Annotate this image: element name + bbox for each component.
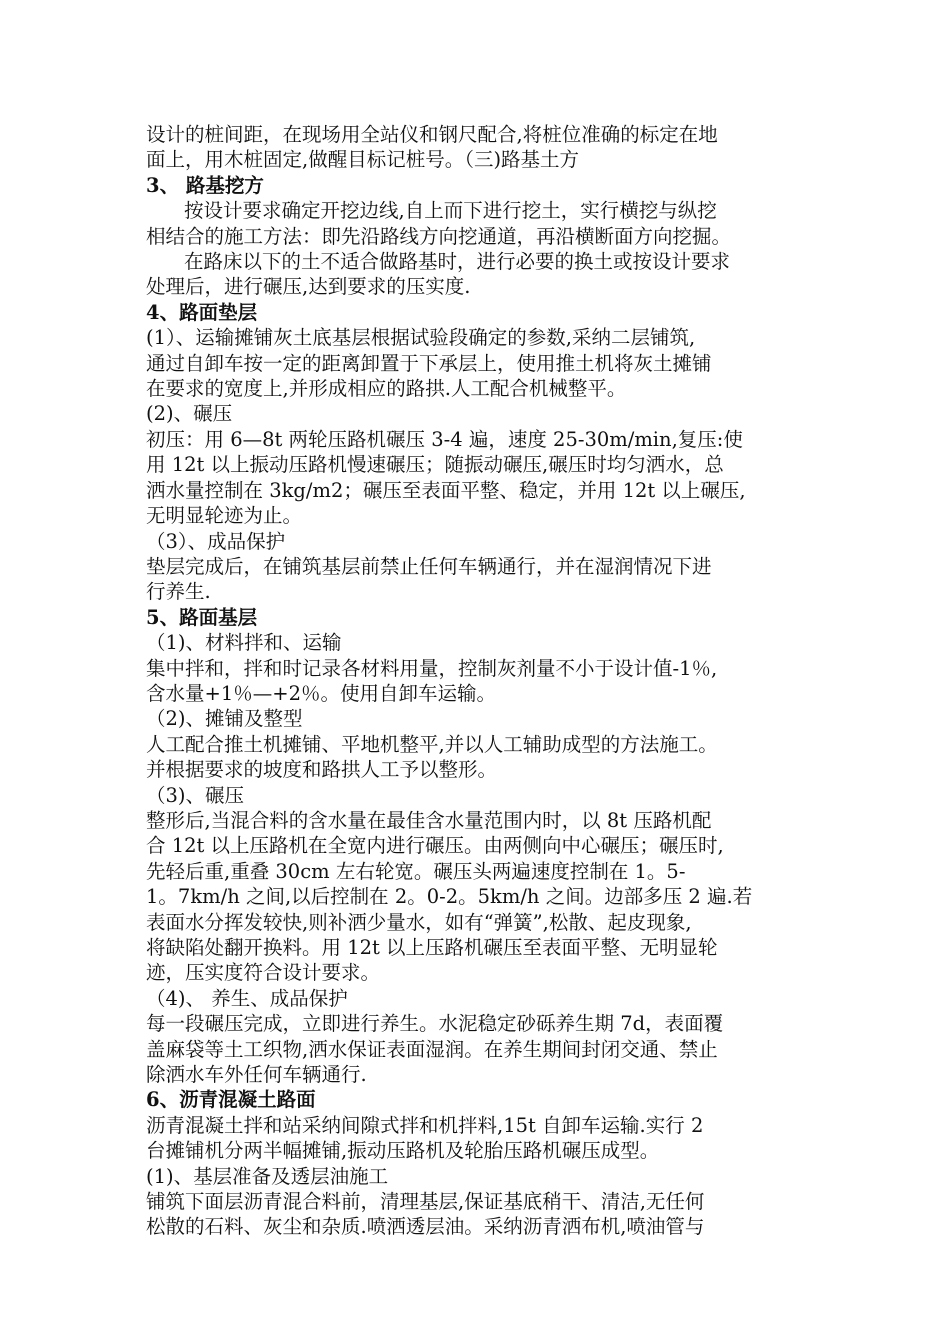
text-line: 面上，用木桩固定,做醒目标记桩号。（三)路基土方	[146, 148, 580, 172]
text-line: 先轻后重,重叠 30cm 左右轮宽。碾压头两遍速度控制在 1。5-	[146, 859, 686, 883]
text-line: （4)、 养生、成品保护	[146, 986, 348, 1010]
text-line: 按设计要求确定开挖边线,自上而下进行挖土，实行横挖与纵挖	[184, 199, 717, 223]
text-line: （3)、碾压	[146, 783, 245, 807]
text-line: 沥青混凝土拌和站采纳间隙式拌和机拌料,15t 自卸车运输.实行 2	[146, 1113, 704, 1137]
text-line: 垫层完成后，在铺筑基层前禁止任何车辆通行，并在湿润情况下进	[146, 554, 712, 578]
text-line: 并根据要求的坡度和路拱人工予以整形。	[146, 758, 498, 782]
text-line: 设计的桩间距，在现场用全站仪和钢尺配合,将桩位准确的标定在地	[146, 123, 718, 146]
text-line: (1）、运输摊铺灰土底基层根据试验段确定的参数,采纳二层铺筑,	[146, 326, 696, 350]
text-line: 行养生.	[146, 580, 211, 604]
text-line: 处理后，进行碾压,达到要求的压实度.	[146, 275, 471, 299]
text-line: (2)、碾压	[146, 402, 233, 426]
text-line: 表面水分挥发较快,则补洒少量水，如有“弹簧”,松散、起皮现象,	[146, 910, 692, 934]
text-line: （3）、成品保护	[146, 529, 286, 553]
text-line: 集中拌和，拌和时记录各材料用量，控制灰剂量不小于设计值-1％,	[146, 656, 718, 680]
section-heading: 3、 路基挖方	[146, 173, 264, 197]
text-line: 用 12t 以上振动压路机慢速碾压；随振动碾压,碾压时均匀洒水，总	[146, 453, 724, 477]
section-heading: 5、路面基层	[146, 605, 258, 629]
document-page	[146, 122, 814, 1240]
section-heading: 4、路面垫层	[146, 300, 258, 324]
text-line: 迹，压实度符合设计要求。	[146, 961, 381, 985]
text-line: 除洒水车外任何车辆通行.	[146, 1063, 367, 1087]
text-line: 台摊铺机分两半幅摊铺,振动压路机及轮胎压路机碾压成型。	[146, 1139, 660, 1163]
text-line: 合 12t 以上压路机在全宽内进行碾压。由两侧向中心碾压；碾压时,	[146, 834, 724, 858]
text-line: 人工配合推土机摊铺、平地机整平,并以人工辅助成型的方法施工。	[146, 732, 718, 756]
text-line: 1。7km/h 之间,以后控制在 2。0-2。5km/h 之间。边部多压 2 遍.若	[146, 885, 753, 909]
text-line: 初压：用 6—8t 两轮压路机碾压 3-4 遍，速度 25-30m/min,复压:使	[146, 427, 743, 451]
text-line: 相结合的施工方法：即先沿路线方向挖通道，再沿横断面方向挖掘。	[146, 224, 732, 248]
text-line: 每一段碾压完成，立即进行养生。水泥稳定砂砾养生期 7d，表面覆	[146, 1012, 724, 1036]
text-line: 在要求的宽度上,并形成相应的路拱.人工配合机械整平。	[146, 377, 627, 401]
text-line: 洒水量控制在 3kg/m2；碾压至表面平整、稳定，并用 12t 以上碾压,	[146, 478, 746, 502]
text-line: 松散的石料、灰尘和杂质.喷洒透层油。采纳沥青洒布机,喷油管与	[146, 1215, 705, 1239]
text-line: （1)、材料拌和、运输	[146, 631, 342, 655]
text-line: （2)、摊铺及整型	[146, 707, 303, 731]
text-line: 铺筑下面层沥青混合料前，清理基层,保证基底稍干、清洁,无任何	[146, 1190, 705, 1214]
text-line: 无明显轮迹为止。	[146, 504, 303, 528]
text-line: 通过自卸车按一定的距离卸置于下承层上，使用推土机将灰土摊铺	[146, 351, 712, 375]
text-line: (1)、基层准备及透层油施工	[146, 1164, 389, 1188]
text-line: 盖麻袋等土工织物,洒水保证表面湿润。在养生期间封闭交通、禁止	[146, 1037, 718, 1061]
section-heading: 6、沥青混凝土路面	[146, 1088, 316, 1112]
text-line: 将缺陷处翻开换料。用 12t 以上压路机碾压至表面平整、无明显轮	[146, 936, 718, 959]
text-line: 整形后,当混合料的含水量在最佳含水量范围内时，以 8t 压路机配	[146, 808, 712, 832]
text-line: 含水量+1％—+2％。使用自卸车运输。	[146, 681, 496, 705]
text-line: 在路床以下的土不适合做路基时，进行必要的换土或按设计要求	[184, 250, 731, 274]
